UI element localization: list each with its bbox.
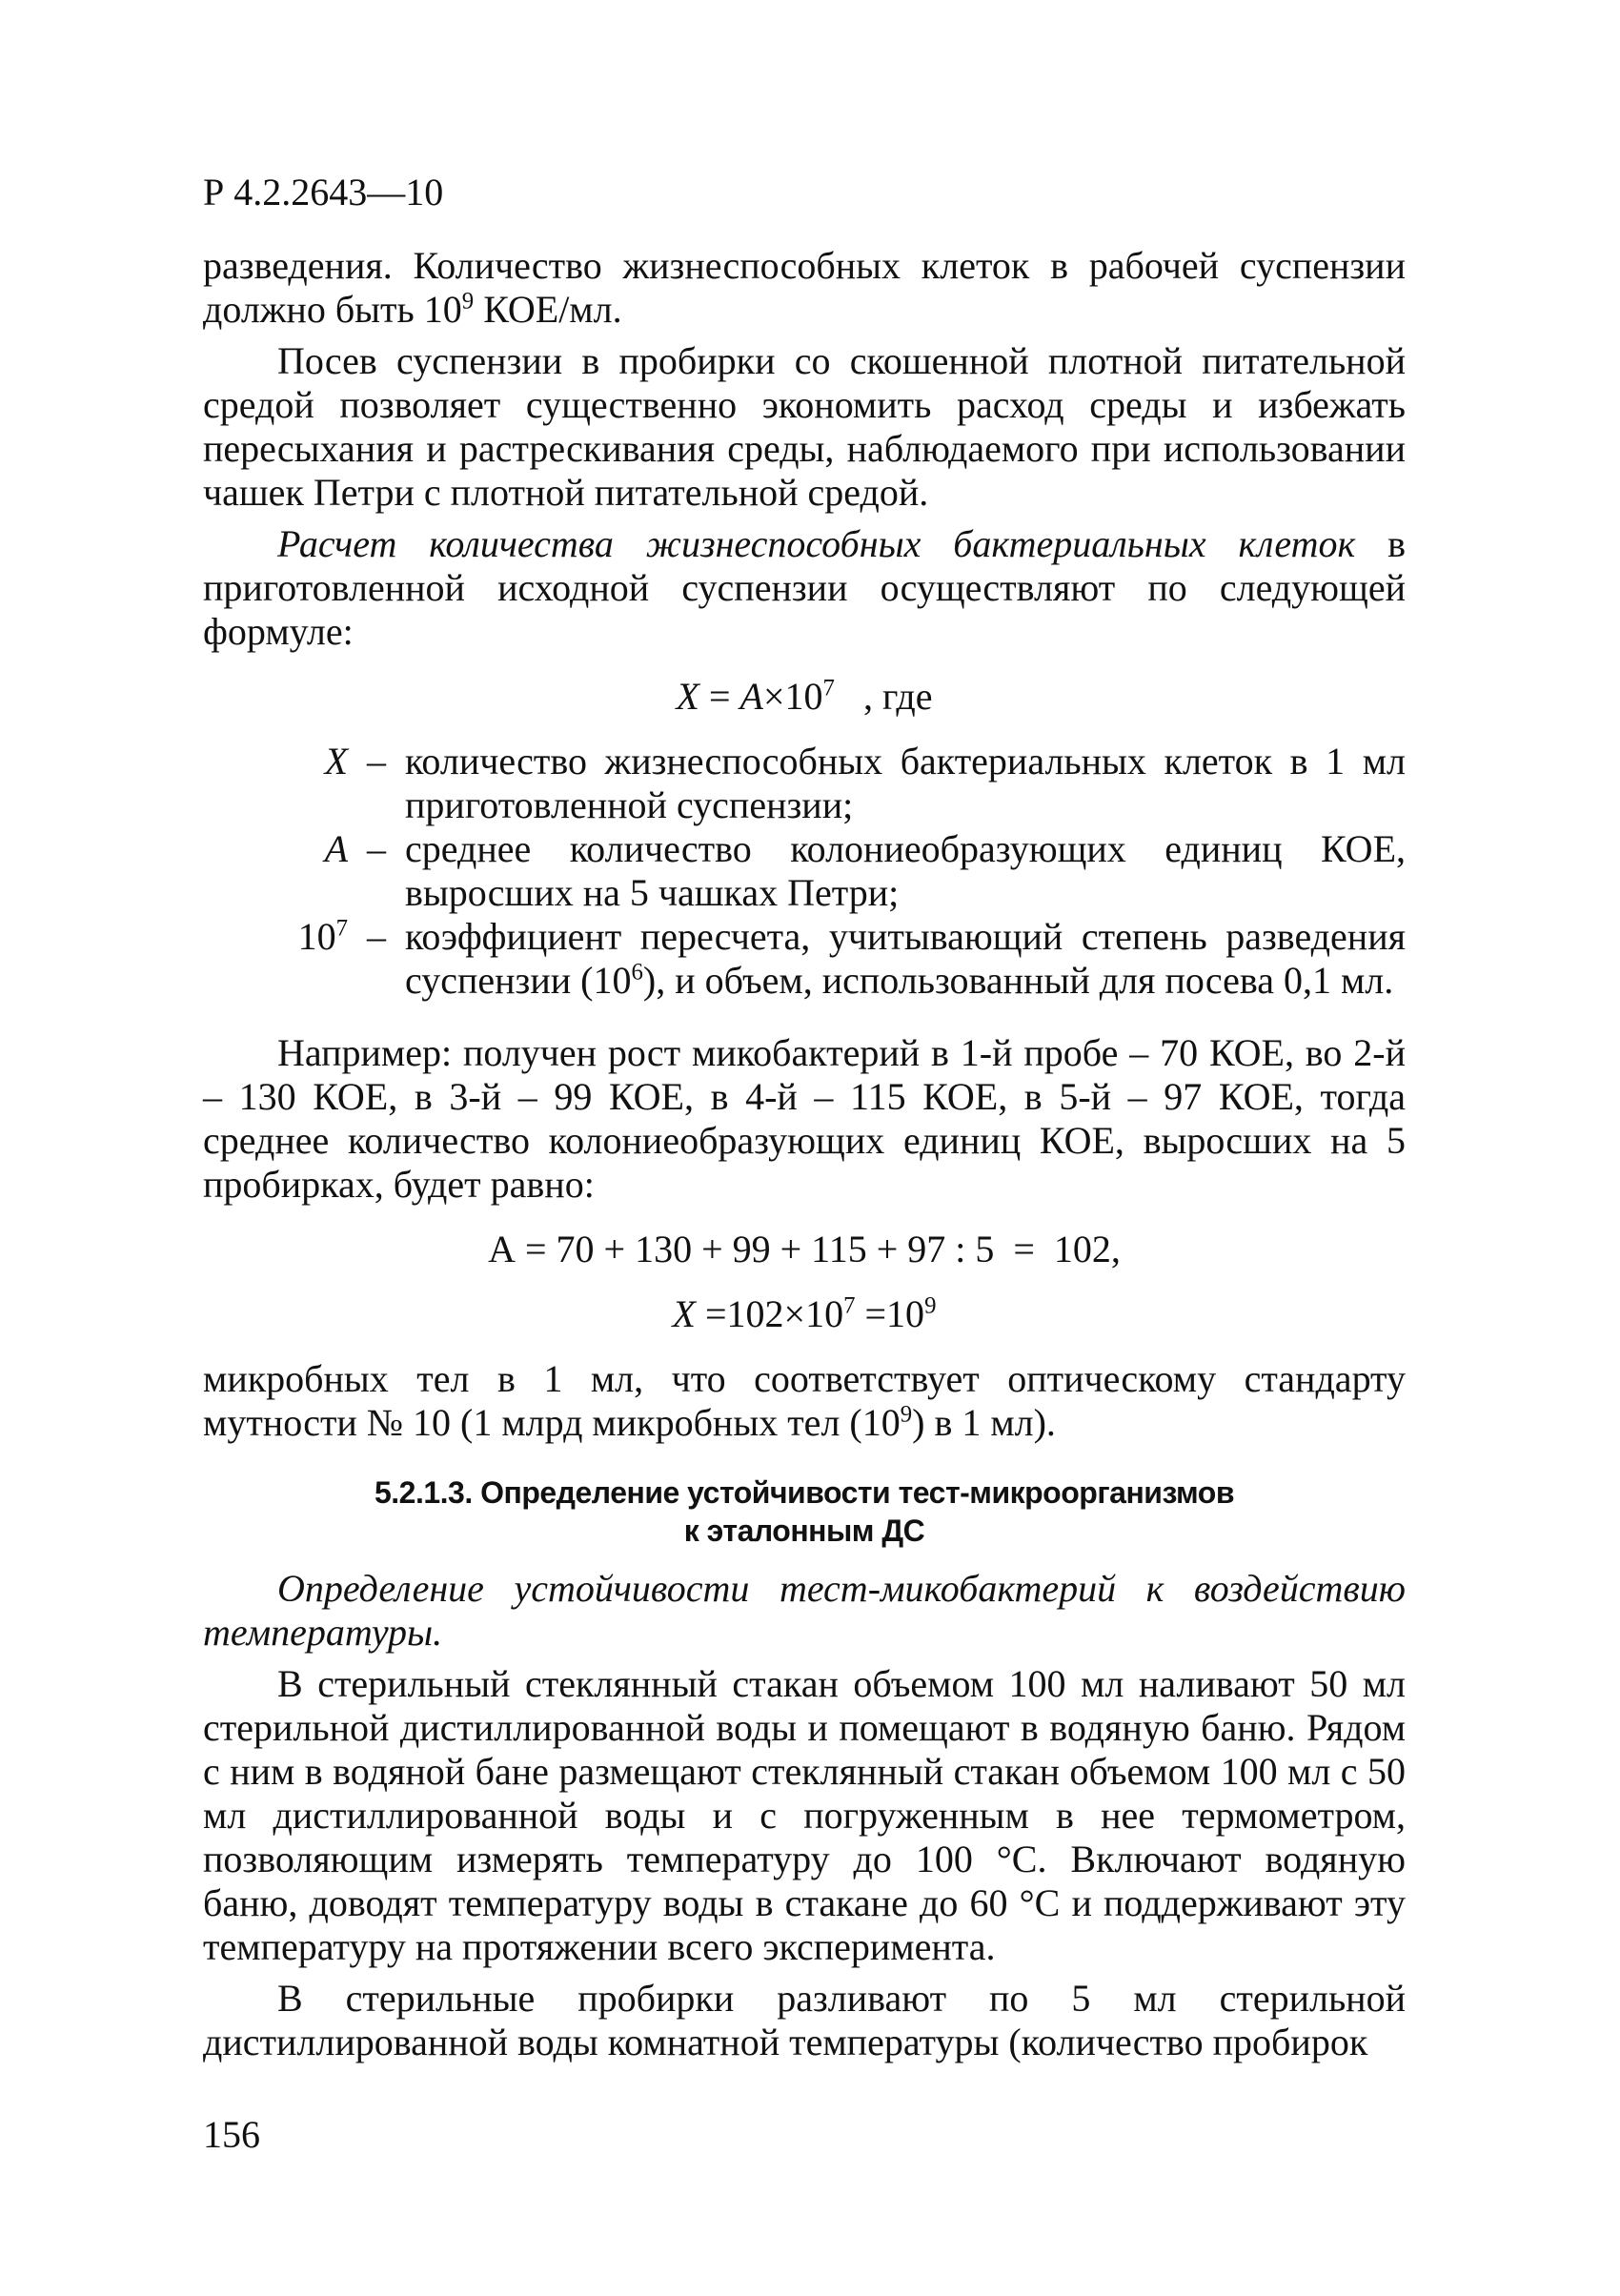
paragraph-continuation bbox=[203, 244, 1406, 332]
paragraph-text: микробных тел в 1 мл, что соответствует оптическому стандарту мутности № 10 (1 млрд микробных тел (10 bbox=[203, 1357, 1406, 1444]
paragraph-example: Например: получен рост микобактерий в 1-й пробе – 70 КОЕ, во 2-й – 130 КОЕ, в 3-й – 99 КОЕ, в 4-й – 115 КОЕ, в 5-й – 97 КОЕ, тогда среднее количество колониеобразующих единиц КОЕ, выросших на 5 пробирках, будет равно: bbox=[203, 1031, 1406, 1206]
formula-var-x: X bbox=[676, 675, 699, 718]
formula-suffix: , где bbox=[834, 675, 933, 718]
formula-var-x: X bbox=[672, 1292, 696, 1335]
section-heading bbox=[203, 1473, 1406, 1550]
definition-text: среднее количество колониеобразующих единиц КОЕ, выросших на 5 чашках Петри; bbox=[405, 827, 1406, 914]
formula-result: =10 bbox=[855, 1292, 925, 1335]
superscript: 9 bbox=[461, 288, 475, 315]
italic-phrase: Расчет количества жизнеспособных бактериальных клеток bbox=[277, 522, 1356, 565]
paragraph-text: в приготовленной исходной суспензии осуществляют по следующей формуле: bbox=[203, 522, 1406, 653]
formula-average: А = 70 + 130 + 99 + 115 + 97 : 5 = 102, bbox=[488, 1228, 1121, 1270]
definitions-list bbox=[203, 740, 1406, 1003]
page-number: 156 bbox=[203, 2113, 260, 2156]
section-heading-line1: 5.2.1.3. Определение устойчивости тест-микроорганизмов bbox=[374, 1475, 1235, 1510]
formula-multiplier: ×10 bbox=[762, 675, 823, 718]
paragraph-italic-intro: Определение устойчивости тест-микобактерий к воздействию температуры. bbox=[203, 1567, 1406, 1654]
formula-product: =102×10 bbox=[695, 1292, 844, 1335]
definition-symbol: A bbox=[324, 827, 348, 870]
definition-a bbox=[203, 827, 1406, 915]
definition-text: количество жизнеспособных бактериальных клеток в 1 мл приготовленной суспензии; bbox=[405, 740, 1406, 826]
symbol-base: 10 bbox=[297, 915, 336, 958]
definition-x bbox=[203, 740, 1406, 827]
definition-dash: – bbox=[367, 740, 386, 782]
page-content bbox=[203, 244, 1406, 2064]
symbol-exponent: 7 bbox=[335, 915, 348, 942]
paragraph-sowing: Посев суспензии в пробирки со скошенной плотной питательной средой позволяет существенно экономить расход среды и избежать пересыхания и растрескивания среды, наблюдаемого при использовании чашек Петри с плотной питательной средой. bbox=[203, 339, 1406, 514]
definition-text-a: коэффициент пересчета, учитывающий степень разведения суспензии (10 bbox=[405, 915, 1406, 1002]
formula-exponent: 7 bbox=[843, 1292, 856, 1319]
definition-coefficient bbox=[203, 915, 1406, 1003]
paragraph-water-bath: В стерильный стеклянный стакан объемом 100 мл наливают 50 мл стерильной дистиллированной воды и помещают в водяную баню. Рядом с ним в водяной бане размещают стеклянный стакан объемом 100 мл с 50 мл дистиллированной воды и с погруженным в нее термометром, позволяющим измерять температуру до 100 °С. Включают водяную баню, доводят температуру воды в стакане до 60 °С и поддерживают эту температуру на протяжении всего эксперимента. bbox=[203, 1662, 1406, 1968]
section-heading-line2: к эталонным ДС bbox=[683, 1514, 925, 1548]
formula-var-a: A bbox=[739, 675, 763, 718]
paragraph-test-tubes: В стерильные пробирки разливают по 5 мл стерильной дистиллированной воды комнатной температуры (количество пробирок bbox=[203, 1977, 1406, 2063]
paragraph-text-tail: ) в 1 мл). bbox=[912, 1401, 1056, 1444]
paragraph-text: разведения. Количество жизнеспособных клеток в рабочей суспензии должно быть 10 bbox=[203, 244, 1406, 331]
formula-x-result bbox=[203, 1292, 1406, 1336]
paragraph-text-tail: КОЕ/мл. bbox=[474, 288, 622, 331]
definition-dash: – bbox=[367, 915, 386, 958]
definition-dash: – bbox=[367, 827, 386, 870]
superscript: 9 bbox=[900, 1401, 913, 1428]
document-code: Р 4.2.2643—10 bbox=[203, 171, 444, 213]
formula-exponent: 9 bbox=[924, 1292, 937, 1319]
superscript: 6 bbox=[631, 959, 643, 985]
definition-text bbox=[405, 915, 1406, 1003]
paragraph-calculation-intro bbox=[203, 522, 1406, 654]
definition-text-b: ), и объем, использованный для посева 0,1 мл. bbox=[642, 959, 1394, 1002]
formula-equals: = bbox=[699, 675, 740, 718]
formula-exponent: 7 bbox=[822, 675, 835, 701]
paragraph-turbidity bbox=[203, 1357, 1406, 1445]
definition-symbol: X bbox=[324, 740, 348, 782]
definition-symbol bbox=[203, 915, 348, 959]
formula-x-equals-a bbox=[203, 675, 1406, 719]
